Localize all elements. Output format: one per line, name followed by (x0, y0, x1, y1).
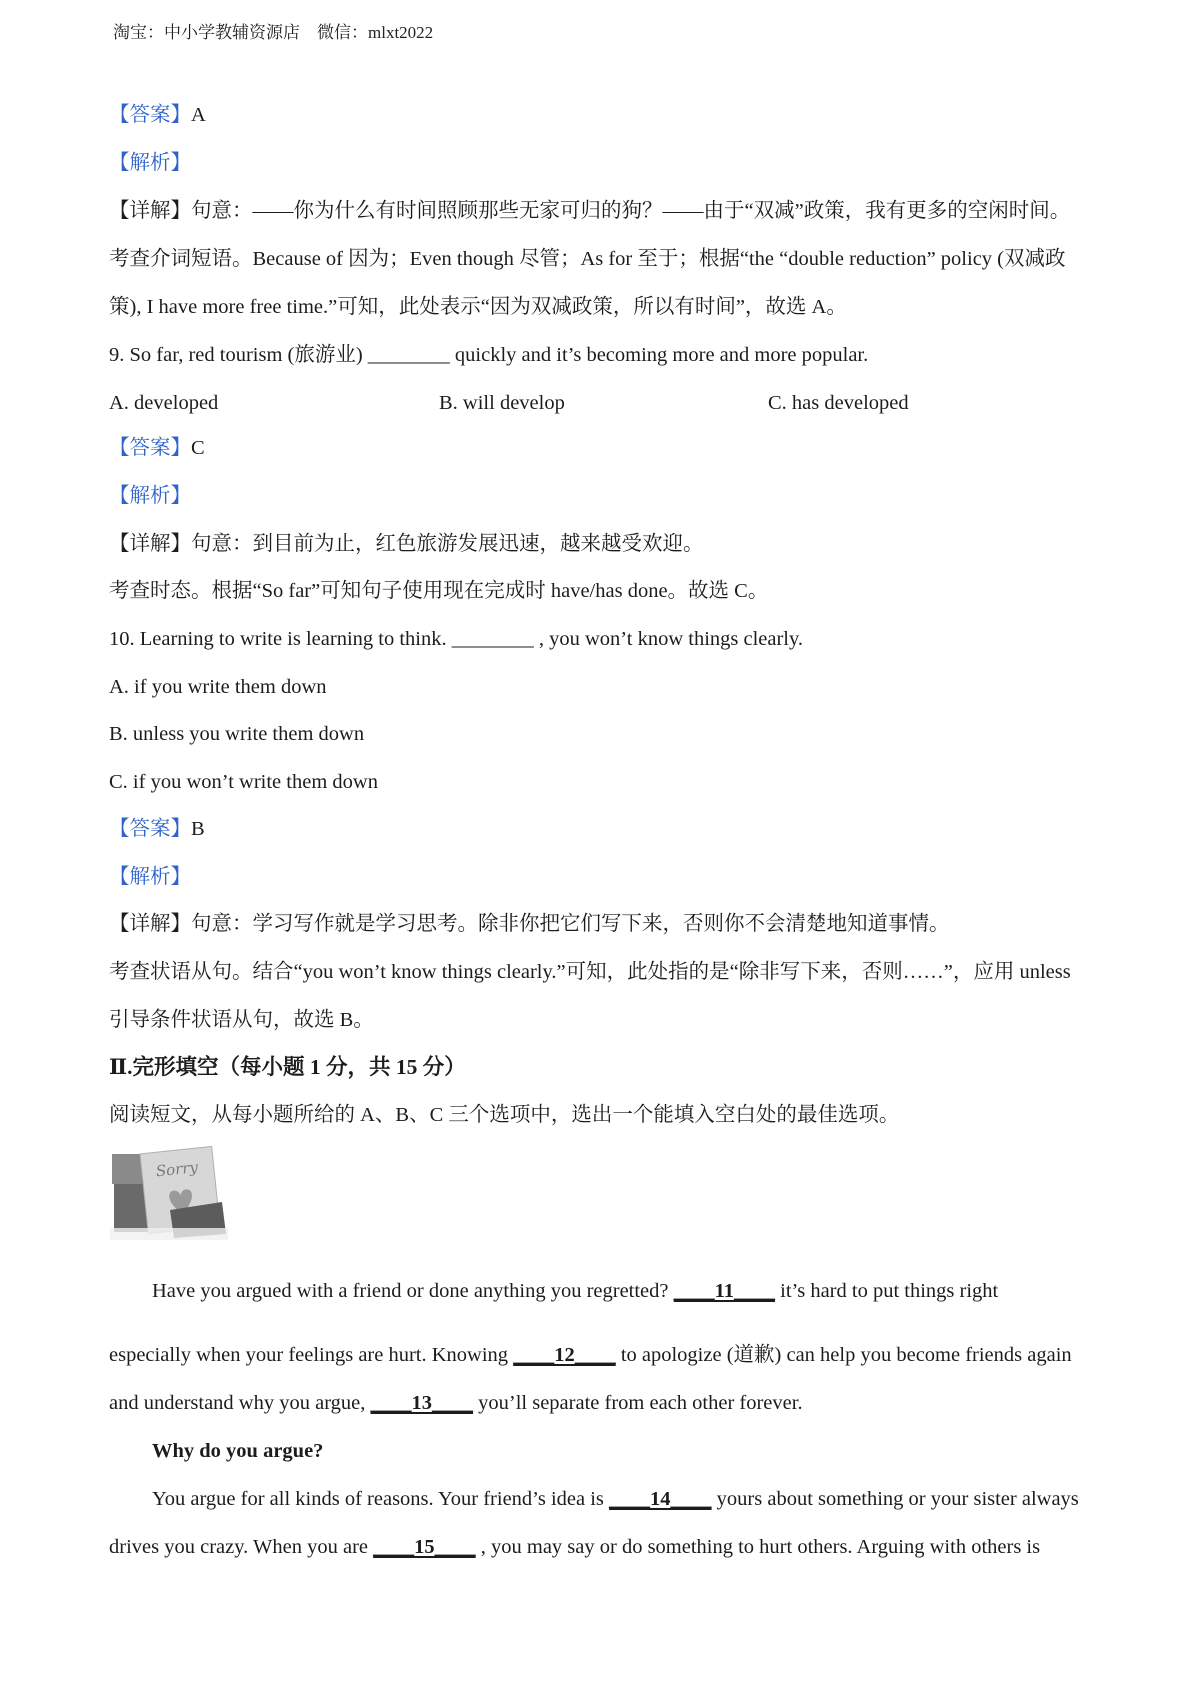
q9-option-a: A. developed (109, 392, 219, 414)
q9-detail-line-2: 考查时态。根据“So far”可知句子使用现在完成时 have/has done。故选 C。 (109, 580, 769, 602)
detail-tag: 【详解】 (109, 533, 191, 555)
passage-text: you’ll separate from each other forever. (473, 1392, 803, 1414)
q10-option-a: A. if you write them down (109, 676, 327, 698)
passage-text: it’s hard to put things right (775, 1280, 999, 1302)
q9-option-b: B. will develop (439, 392, 565, 414)
q9-detail-line-1 (109, 529, 1099, 559)
passage-line-3 (109, 1388, 1099, 1418)
blank-13: ____13____ (370, 1392, 474, 1414)
passage-text: , you may say or do something to hurt others. Arguing with others is (475, 1536, 1041, 1558)
q10-detail-1: 句意：学习写作就是学习思考。除非你把它们写下来，否则你不会清楚地知道事情。 (191, 913, 950, 935)
q10-answer-line (109, 814, 1099, 844)
passage-line-1 (152, 1276, 1142, 1306)
section-instruction: 阅读短文，从每小题所给的 A、B、C 三个选项中，选出一个能填入空白处的最佳选项。 (109, 1104, 900, 1126)
detail-tag: 【详解】 (109, 913, 191, 935)
q10-analysis-line (109, 862, 1099, 892)
passage-text: to apologize (道歉) can help you become friends again (615, 1344, 1072, 1366)
passage-text: Have you argued with a friend or done anything you regretted? (152, 1280, 674, 1302)
section-title: Ⅱ.完形填空（每小题 1 分，共 15 分） (109, 1055, 466, 1079)
passage-line-5 (109, 1532, 1099, 1562)
sorry-card-image (110, 1140, 228, 1240)
sorry-text: Sorry (154, 1158, 199, 1181)
q10-option-b: B. unless you write them down (109, 723, 365, 745)
wechat-id: 微信：mlxt2022 (317, 23, 434, 42)
q9-detail-1: 句意：到目前为止，红色旅游发展迅速，越来越受欢迎。 (191, 533, 704, 555)
passage-text: You argue for all kinds of reasons. Your friend’s idea is (152, 1488, 610, 1510)
blank-15: ____15____ (373, 1536, 476, 1558)
passage-text: yours about something or your sister always (711, 1488, 1079, 1510)
answer-tag: 【答案】 (109, 818, 191, 840)
passage-text: especially when your feelings are hurt. Knowing (109, 1344, 514, 1366)
q8-detail-line-3: 策), I have more free time.”可知，此处表示“因为双减政策，所以有时间”，故选 A。 (109, 296, 847, 318)
blank-14: ____14____ (609, 1488, 712, 1510)
q9-option-c: C. has developed (768, 392, 909, 414)
q10-option-c: C. if you won’t write them down (109, 771, 378, 793)
q8-analysis-line (109, 148, 1099, 178)
q10-detail-line-1 (109, 909, 1099, 939)
q9-answer-line (109, 433, 1099, 463)
shop-name: 淘宝：中小学教辅资源店 (113, 23, 300, 42)
passage-text: drives you crazy. When you are (109, 1536, 374, 1558)
q9-question: 9. So far, red tourism (旅游业) ________ quickly and it’s becoming more and more popular. (109, 344, 869, 366)
q8-detail-line-1 (109, 196, 1099, 226)
q8-answer-line (109, 100, 1099, 130)
blank-12: ____12____ (513, 1344, 616, 1366)
q10-detail-line-3: 引导条件状语从句，故选 B。 (109, 1009, 374, 1031)
q9-analysis-line (109, 481, 1099, 511)
passage-line-2 (109, 1340, 1099, 1370)
q10-question: 10. Learning to write is learning to think. ________ , you won’t know things clearly. (109, 628, 804, 650)
page-header (113, 18, 433, 43)
answer-tag: 【答案】 (109, 104, 191, 126)
passage-subheading: Why do you argue? (152, 1440, 324, 1462)
blank-11: ____11____ (673, 1280, 776, 1302)
q9-answer: C (191, 437, 205, 459)
passage-text: and understand why you argue, (109, 1392, 371, 1414)
q10-answer: B (191, 818, 205, 840)
answer-tag: 【答案】 (109, 437, 191, 459)
analysis-tag: 【解析】 (109, 485, 191, 507)
analysis-tag: 【解析】 (109, 152, 191, 174)
analysis-tag: 【解析】 (109, 866, 191, 888)
passage-line-4 (152, 1484, 1142, 1514)
q10-detail-line-2: 考查状语从句。结合“you won’t know things clearly.”可知，此处指的是“除非写下来，否则……”，应用 unless (109, 961, 1071, 983)
q8-detail-line-2: 考查介词短语。Because of 因为；Even though 尽管；As for 至于；根据“the “double reduction” policy (双减政 (109, 248, 1066, 270)
q8-answer: A (191, 104, 206, 126)
detail-tag: 【详解】 (109, 200, 191, 222)
q8-detail-1: 句意：——你为什么有时间照顾那些无家可归的狗？——由于“双减”政策，我有更多的空闲时间。 (191, 200, 1071, 222)
